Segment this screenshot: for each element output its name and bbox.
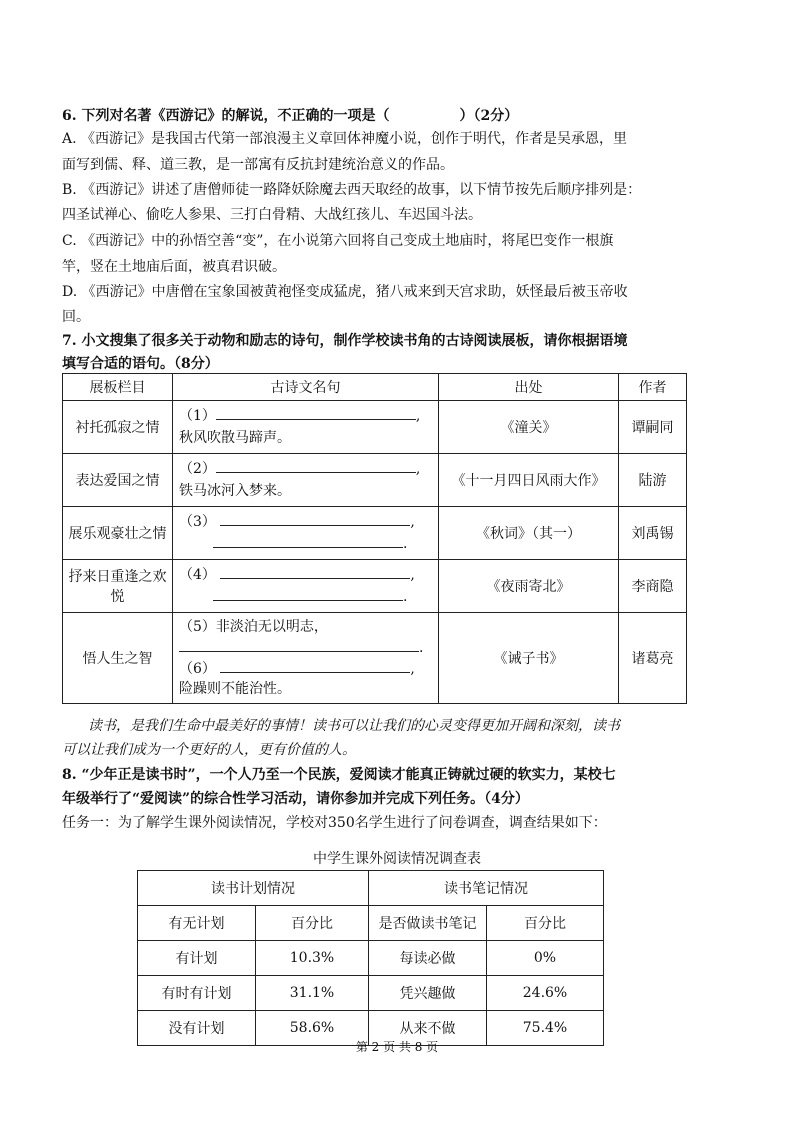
source-cell: 《秋词》（其一） (439, 507, 619, 560)
verse-cell: （1） , 秋风吹散马蹄声。 (173, 401, 439, 454)
column-cell: 衬托孤寂之情 (63, 401, 173, 454)
header-source: 出处 (439, 374, 619, 401)
answer-blank[interactable] (213, 533, 403, 548)
q6-option-line: B. 《西游记》讲述了唐僧师徒一路降妖除魔去西天取经的故事，以下情节按先后顺序排列是： (62, 182, 642, 198)
q6-option-line: 四圣试禅心、偷吃人参果、三打白骨精、大战红孩儿、车迟国斗法。 (62, 207, 482, 223)
header-author: 作者 (619, 374, 687, 401)
answer-blank[interactable] (220, 511, 410, 526)
table-subheader-row (138, 906, 604, 941)
author-cell: 诸葛亮 (619, 613, 687, 704)
verse-text: 秋风吹散马蹄声。 (179, 430, 291, 446)
answer-blank[interactable] (213, 586, 403, 601)
subheader-cell: 百分比 (487, 906, 604, 941)
subheader-cell: 有无计划 (138, 906, 256, 941)
q8-title: 8. “少年正是读书时”，一个人乃至一个民族，爱阅读才能真正铸就过硬的软实力，某校七 (62, 767, 616, 783)
column-cell: 悟人生之智 (63, 613, 173, 704)
q6-title: 6. 下列对名著《西游记》的解说，不正确的一项是（ ）（2分） (62, 108, 519, 124)
answer-blank[interactable] (220, 658, 410, 673)
table-row (63, 507, 687, 560)
verse-cell: （2） , 铁马冰河入梦来。 (173, 454, 439, 507)
subheader-cell: 百分比 (256, 906, 369, 941)
table-header-row (63, 374, 687, 401)
table-cell: 24.6% (487, 976, 604, 1011)
intro-paragraph: 读书，是我们生命中最美好的事情！读书可以让我们的心灵变得更加开阔和深刻，读书 (88, 718, 620, 734)
q6-option-line: C. 《西游记》中的孙悟空善“变”，在小说第六回将自己变成土地庙时，将尾巴变作一根旗 (62, 233, 614, 249)
blank-number: （3） (179, 514, 216, 530)
table-row (138, 976, 604, 1011)
blank-number: （4） (179, 567, 216, 583)
answer-blank[interactable] (179, 637, 419, 652)
table-row (63, 454, 687, 507)
blank-number: （2） (179, 461, 216, 477)
table-cell: 没有计划 (138, 1011, 256, 1046)
verse-text: 险躁则不能治性。 (179, 681, 291, 697)
answer-blank[interactable] (216, 405, 416, 420)
table-cell: 75.4% (487, 1011, 604, 1046)
blank-number: （6） (179, 661, 216, 677)
verse-cell: （3） , . (173, 507, 439, 560)
author-cell: 陆游 (619, 454, 687, 507)
table-row (63, 560, 687, 613)
verse-text: （5）非淡泊无以明志， (179, 619, 328, 635)
column-cell: 抒来日重逢之欢悦 (63, 560, 173, 613)
table-row (63, 401, 687, 454)
table-cell: 0% (487, 941, 604, 976)
table-cell: 每读必做 (369, 941, 487, 976)
table-cell: 31.1% (256, 976, 369, 1011)
source-cell: 《夜雨寄北》 (439, 560, 619, 613)
blank-number: （1） (179, 408, 216, 424)
header-verse: 古诗文名句 (173, 374, 439, 401)
q6-option-line: 回。 (62, 309, 90, 325)
header-column: 展板栏目 (63, 374, 173, 401)
table-header-row (138, 871, 604, 906)
author-cell: 谭嗣同 (619, 401, 687, 454)
q6-option-line: 竿，竖在土地庙后面，被真君识破。 (62, 259, 286, 275)
q8-title-cont: 年级举行了“爱阅读”的综合性学习活动，请你参加并完成下列任务。（4分） (62, 791, 529, 807)
subheader-cell: 是否做读书笔记 (369, 906, 487, 941)
intro-paragraph-cont: 可以让我们成为一个更好的人，更有价值的人。 (62, 742, 356, 758)
q7-title: 7. 小文搜集了很多关于动物和励志的诗句，制作学校读书角的古诗阅读展板，请你根据语境 (62, 333, 628, 349)
column-cell: 表达爱国之情 (63, 454, 173, 507)
source-cell: 《十一月四日风雨大作》 (439, 454, 619, 507)
group-header-notes: 读书笔记情况 (369, 871, 604, 906)
table-cell: 58.6% (256, 1011, 369, 1046)
table-cell: 有时有计划 (138, 976, 256, 1011)
verse-cell: （5）非淡泊无以明志， . （6） , 险躁则不能治性。 (173, 613, 439, 704)
poetry-exhibit-table (62, 373, 687, 704)
reading-survey-table (137, 870, 604, 1046)
q8-task1: 任务一：为了解学生课外阅读情况，学校对350名学生进行了问卷调查，调查结果如下： (62, 815, 607, 831)
q6-option-line: 面写到儒、释、道三教，是一部寓有反抗封建统治意义的作品。 (62, 157, 454, 173)
verse-text: 铁马冰河入梦来。 (179, 483, 291, 499)
table-cell: 有计划 (138, 941, 256, 976)
source-cell: 《诫子书》 (439, 613, 619, 704)
verse-cell: （4） , . (173, 560, 439, 613)
answer-blank[interactable] (220, 564, 410, 579)
table-cell: 凭兴趣做 (369, 976, 487, 1011)
author-cell: 李商隐 (619, 560, 687, 613)
source-cell: 《潼关》 (439, 401, 619, 454)
q7-title-cont: 填写合适的语句。（8分） (62, 356, 219, 372)
answer-blank[interactable] (216, 458, 416, 473)
survey-table-title: 中学生课外阅读情况调查表 (313, 851, 481, 867)
table-row (63, 613, 687, 704)
q6-option-line: A. 《西游记》是我国古代第一部浪漫主义章回体神魔小说，创作于明代，作者是吴承恩，里 (62, 131, 628, 147)
q6-option-line: D. 《西游记》中唐僧在宝象国被黄袍怪变成猛虎，猪八戒来到天宫求助，妖怪最后被玉帝收 (62, 284, 628, 300)
author-cell: 刘禹锡 (619, 507, 687, 560)
page-footer: 第 2 页 共 8 页 (355, 1040, 439, 1054)
table-cell: 10.3% (256, 941, 369, 976)
table-cell: 从来不做 (369, 1011, 487, 1046)
table-row (138, 941, 604, 976)
group-header-plan: 读书计划情况 (138, 871, 369, 906)
column-cell: 展乐观豪壮之情 (63, 507, 173, 560)
